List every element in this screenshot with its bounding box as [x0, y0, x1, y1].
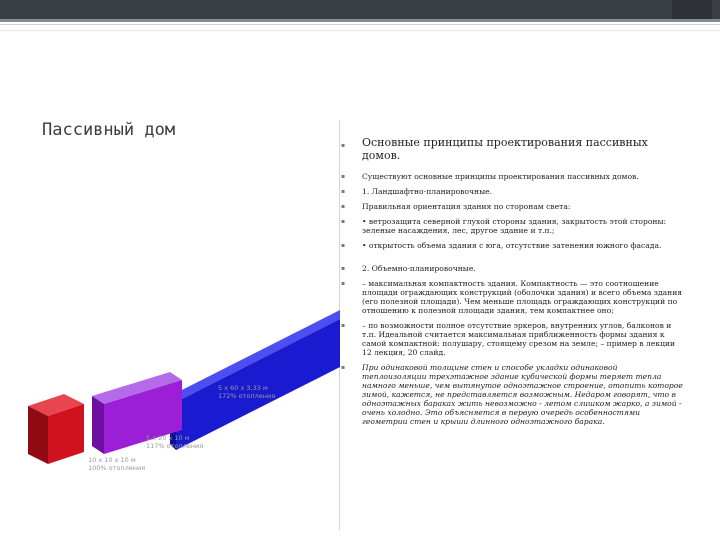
purple-box-caption — [146, 434, 203, 450]
bullet-list — [340, 136, 684, 432]
slide-title: Пассивный дом — [42, 120, 176, 140]
bullet-item: ▪ • ветрозащита северной глухой стороны здания, закрытость этой стороны: зеленые насаждения, лес, другое здание и т.п.; — [340, 217, 684, 235]
red-cube-dims: 10 x 10 x 10 м — [88, 456, 136, 464]
top-bar-stripe — [0, 19, 720, 22]
purple-box-dims: 5 x 20 x 10 м — [146, 434, 190, 442]
building-shapes-figure — [20, 300, 340, 520]
red-cube-percent: 100% отопления — [88, 464, 146, 472]
bullet-item: ▪ – максимальная компактность здания. Компактность — это соотношение площади ограждающих конструкций (оболочки здания) и всего объема здания (его полезной площади). Чем меньше площадь ограждающих конструкций по отношению к полезной площади здания, тем компактнее оно; — [340, 279, 684, 315]
header-rule — [0, 24, 720, 25]
bullet-item: ▪ Существуют основные принципы проектирования пассивных домов. — [340, 172, 684, 181]
building-shapes-image — [20, 300, 340, 520]
bullet-item: ▪ Правильная ориентация здания по сторонам света: — [340, 202, 684, 211]
long-bar-percent: 172% отопления — [218, 392, 276, 400]
bullet-item: ▪ 1. Ландшафтно-планировочные. — [340, 187, 684, 196]
bullet-item: ▪ 2. Объемно-планировочные. — [340, 264, 684, 273]
red-cube — [28, 394, 84, 464]
bullet-item: ▪ – по возможности полное отсутствие эркеров, внутренних углов, балконов и т.п. Идеальной считается максимальная приближенность формы здания к самой компактной: полушару, стоящему срезом на земле; – пример в лекции 12 лекция, 20 слайд. — [340, 321, 684, 357]
bullet-item: ▪ При одинаковой толщине стен и способе укладки одинаковой теплоизоляции трехэтажное здание кубической формы теряет тепла намного меньше, чем вытянутое одноэтажное строение, отопить которое зимой, кажется, не представляется возможным. Недаром говорят, что в одноэтажных бараках жить невозможно - летом слишком жарко, а зимой - очень холодно. Это объясняется в первую очередь особенностями геометрии стен и крыши длинного одноэтажного барака. — [340, 363, 684, 426]
bullet-item: ▪ • открытость объема здания с юга, отсутствие затенения южного фасада. — [340, 241, 684, 250]
long-bar-dims: 5 x 60 x 3,33 м — [218, 384, 268, 392]
long-bar-box — [170, 308, 340, 450]
header-rule-secondary — [0, 30, 720, 31]
red-cube-caption — [88, 456, 145, 472]
purple-box-percent: 117% отопления — [146, 442, 204, 450]
top-bar — [0, 0, 720, 22]
bullet-item: ▪ Основные принципы проектирования пассивных домов. — [340, 136, 684, 162]
long-bar-caption — [218, 384, 275, 400]
